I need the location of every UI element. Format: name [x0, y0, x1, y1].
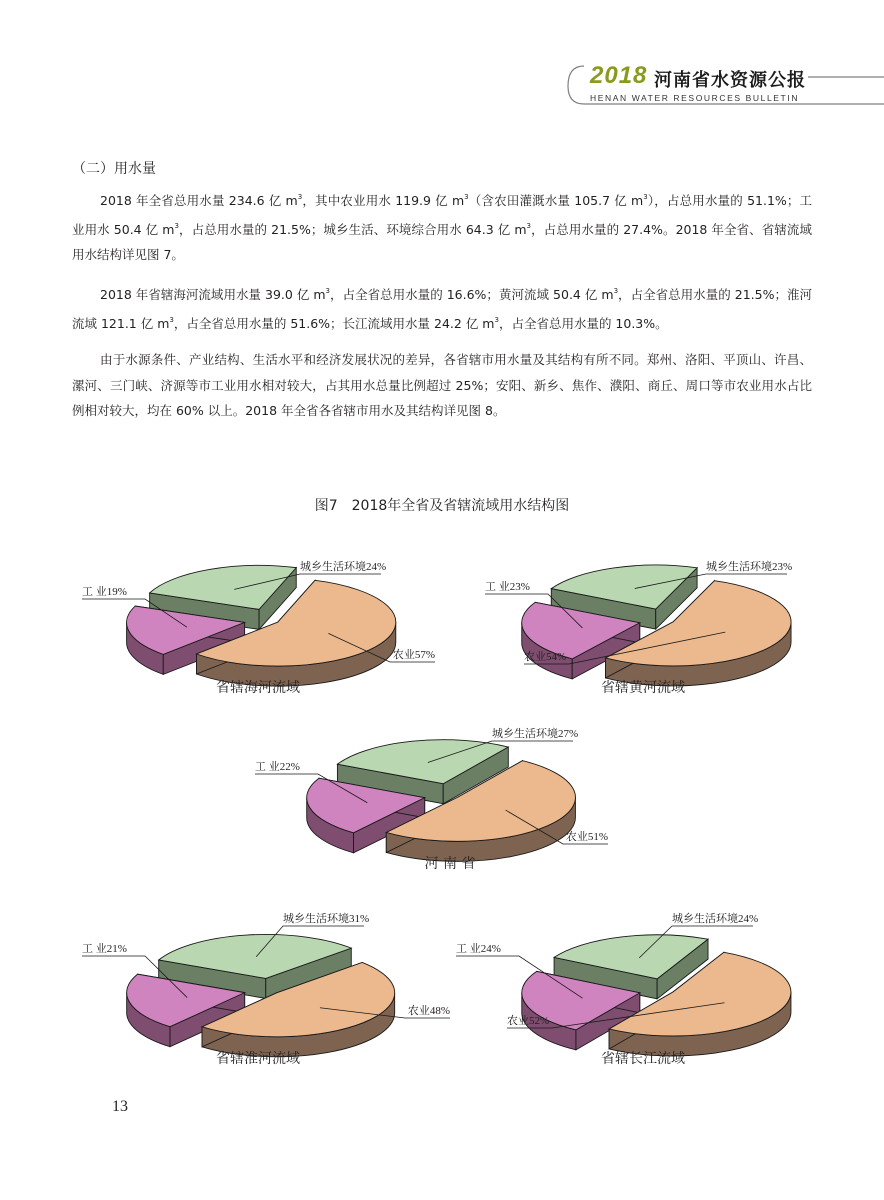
pie-label-domestic: 城乡生活环境23% — [706, 561, 793, 573]
water-use-pie-charts — [0, 540, 884, 1080]
section-title: （二）用水量 — [72, 161, 156, 177]
pie-chart-4 — [82, 911, 450, 1067]
pie-chart-2 — [485, 559, 792, 696]
bulletin-header — [560, 60, 884, 110]
pie-title: 河 南 省 — [424, 856, 476, 872]
pie-label-agriculture: 农业52% — [507, 1015, 550, 1027]
pie-chart-3 — [255, 726, 608, 872]
pie-title: 省辖淮河流域 — [216, 1051, 300, 1067]
pie-chart-1 — [82, 559, 435, 696]
pie-label-domestic: 城乡生活环境27% — [492, 728, 579, 740]
pie-label-industry: 工 业21% — [82, 943, 127, 955]
pie-label-industry: 工 业23% — [485, 581, 530, 593]
pie-label-agriculture: 农业57% — [392, 649, 435, 661]
figure-title: 图7 2018年全省及省辖流域用水结构图 — [314, 498, 570, 514]
pie-chart-5 — [456, 911, 791, 1067]
paragraph-total-use: 2018 年全省总用水量 234.6 亿 $m^3$，其中农业用水 119.9 亿 $m^3$（含农田灌溉水量 105.7 亿 $m^3$），占总用水量的 51.1%；工业用水 50.4 亿 $m^3$，占总用水量的 21.5%；城乡生活、环境综合用水 64.3 亿 $m^3$，占总用水量的 27.4%。2018 年全省、省辖流域用水结构详见图 7。 — [72, 193, 812, 262]
pie-label-domestic: 城乡生活环境31% — [283, 913, 370, 925]
pie-label-domestic: 城乡生活环境24% — [300, 561, 387, 573]
pie-title: 省辖长江流域 — [601, 1051, 685, 1067]
page-number: 13 — [112, 1098, 128, 1115]
pie-label-agriculture: 农业51% — [565, 831, 608, 843]
pie-label-industry: 工 业24% — [456, 943, 501, 955]
pie-label-agriculture: 农业48% — [407, 1005, 450, 1017]
pie-title: 省辖海河流域 — [216, 680, 300, 696]
pie-label-industry: 工 业22% — [255, 761, 300, 773]
pie-title: 省辖黄河流域 — [601, 680, 685, 696]
header-subtitle: HENAN WATER RESOURCES BULLETIN — [590, 93, 800, 103]
paragraph-city-use: 由于水源条件、产业结构、生活水平和经济发展状况的差异，各省辖市用水量及其结构有所不同。郑州、洛阳、平顶山、许昌、漯河、三门峡、济源等市工业用水相对较大，占其用水总量比例超过 25%；安阳、新乡、焦作、濮阳、商丘、周口等市农业用水占比例相对较大，均在 60% 以上。2018 年全省各省辖市用水及其结构详见图 8。 — [72, 352, 812, 418]
pie-label-agriculture: 农业54% — [524, 651, 567, 663]
pie-label-industry: 工 业19% — [82, 586, 127, 598]
paragraph-basin-use: 2018 年省辖海河流域用水量 39.0 亿 $m^3$，占全省总用水量的 16.6%；黄河流域 50.4 亿 $m^3$，占全省总用水量的 21.5%；淮河流域 121.1 亿 $m^3$，占全省总用水量的 51.6%；长江流域用水量 24.2 亿 $m^3$，占全省总用水量的 10.3%。 — [72, 287, 812, 331]
header-year: 2018 — [590, 62, 648, 89]
pie-label-domestic: 城乡生活环境24% — [672, 913, 759, 925]
header-title: 河南省水资源公报 — [654, 70, 806, 91]
